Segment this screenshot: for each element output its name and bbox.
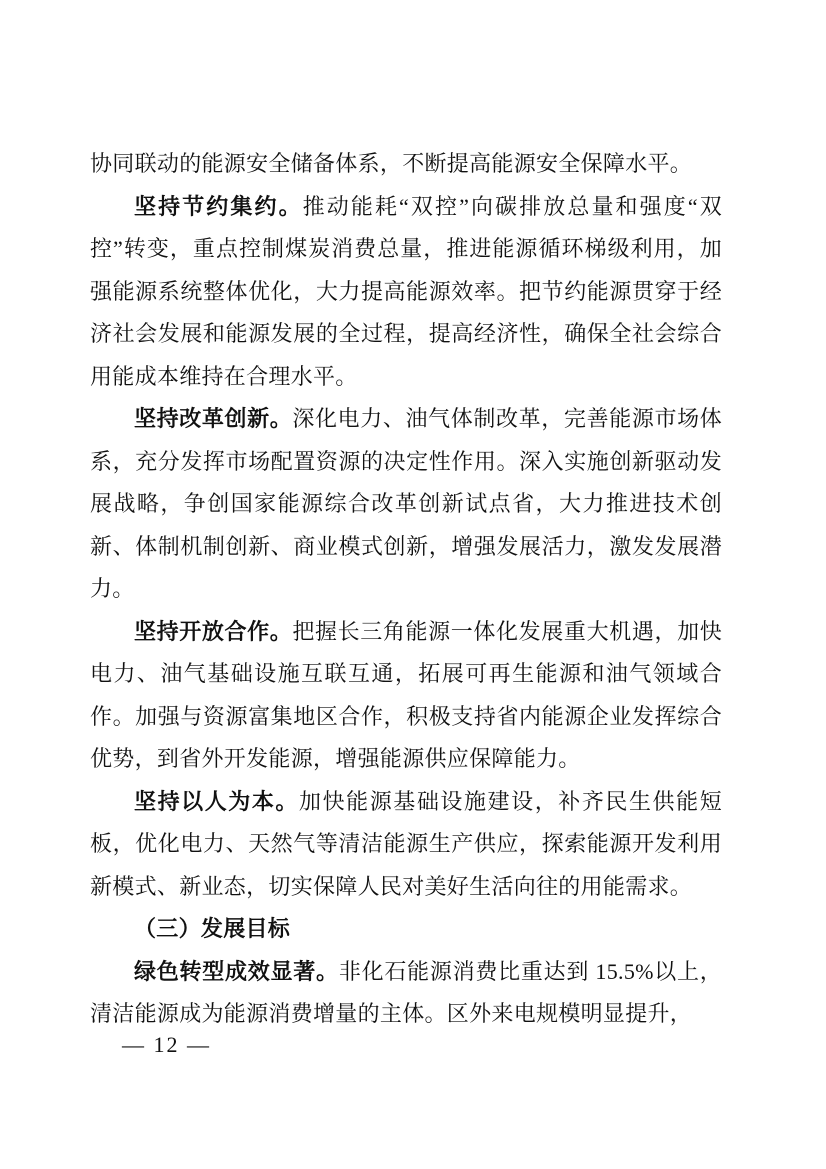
paragraph-lead: 坚持改革创新。 [134, 406, 293, 431]
paragraph [90, 611, 722, 781]
paragraph [90, 951, 722, 1036]
paragraph [90, 781, 722, 909]
paragraph-lead: 坚持开放合作。 [134, 618, 293, 644]
paragraph [90, 398, 722, 611]
paragraph-text: 协同联动的能源安全储备体系，不断提高能源安全保障水平。 [90, 151, 693, 176]
paragraph-text: 非化石能源消费比重达到 15.5%以上，清洁能源成为能源消费增量的主体。区外来电规模明显提升， [90, 958, 723, 1026]
paragraph-lead: 坚持节约集约。 [134, 193, 303, 219]
document-body [90, 143, 722, 1036]
paragraph-text: 推动能耗“双控”向碳排放总量和强度“双控”转变，重点控制煤炭消费总量，推进能源循环梯级利用，加强能源系统整体优化，大力提高能源效率。把节约能源贯穿于经济社会发展和能源发展的全过程，提高经济性，确保全社会综合用能成本维持在合理水平。 [90, 193, 722, 389]
paragraph-lead: 绿色转型成效显著。 [134, 958, 339, 984]
section-heading-text: （三）发展目标 [134, 916, 291, 941]
paragraph-text: 深化电力、油气体制改革，完善能源市场体系，充分发挥市场配置资源的决定性作用。深入实施创新驱动发展战略，争创国家能源综合改革创新试点省，大力推进技术创新、体制机制创新、商业模式创新，增强发展活力，激发发展潜力。 [90, 406, 723, 601]
paragraph-lead: 坚持以人为本。 [134, 788, 299, 814]
section-heading [90, 908, 722, 951]
paragraph-text: 加快能源基础设施建设，补齐民生供能短板，优化电力、天然气等清洁能源生产供应，探索能源开发利用新模式、新业态，切实保障人民对美好生活向往的用能需求。 [90, 788, 722, 899]
page-number: — 12 — [122, 1032, 211, 1057]
paragraph [90, 143, 722, 186]
paragraph [90, 186, 722, 399]
paragraph-text: 把握长三角能源一体化发展重大机遇，加快电力、油气基础设施互联互通，拓展可再生能源和油气领域合作。加强与资源富集地区合作，积极支持省内能源企业发挥综合优势，到省外开发能源，增强能源供应保障能力。 [90, 618, 723, 771]
